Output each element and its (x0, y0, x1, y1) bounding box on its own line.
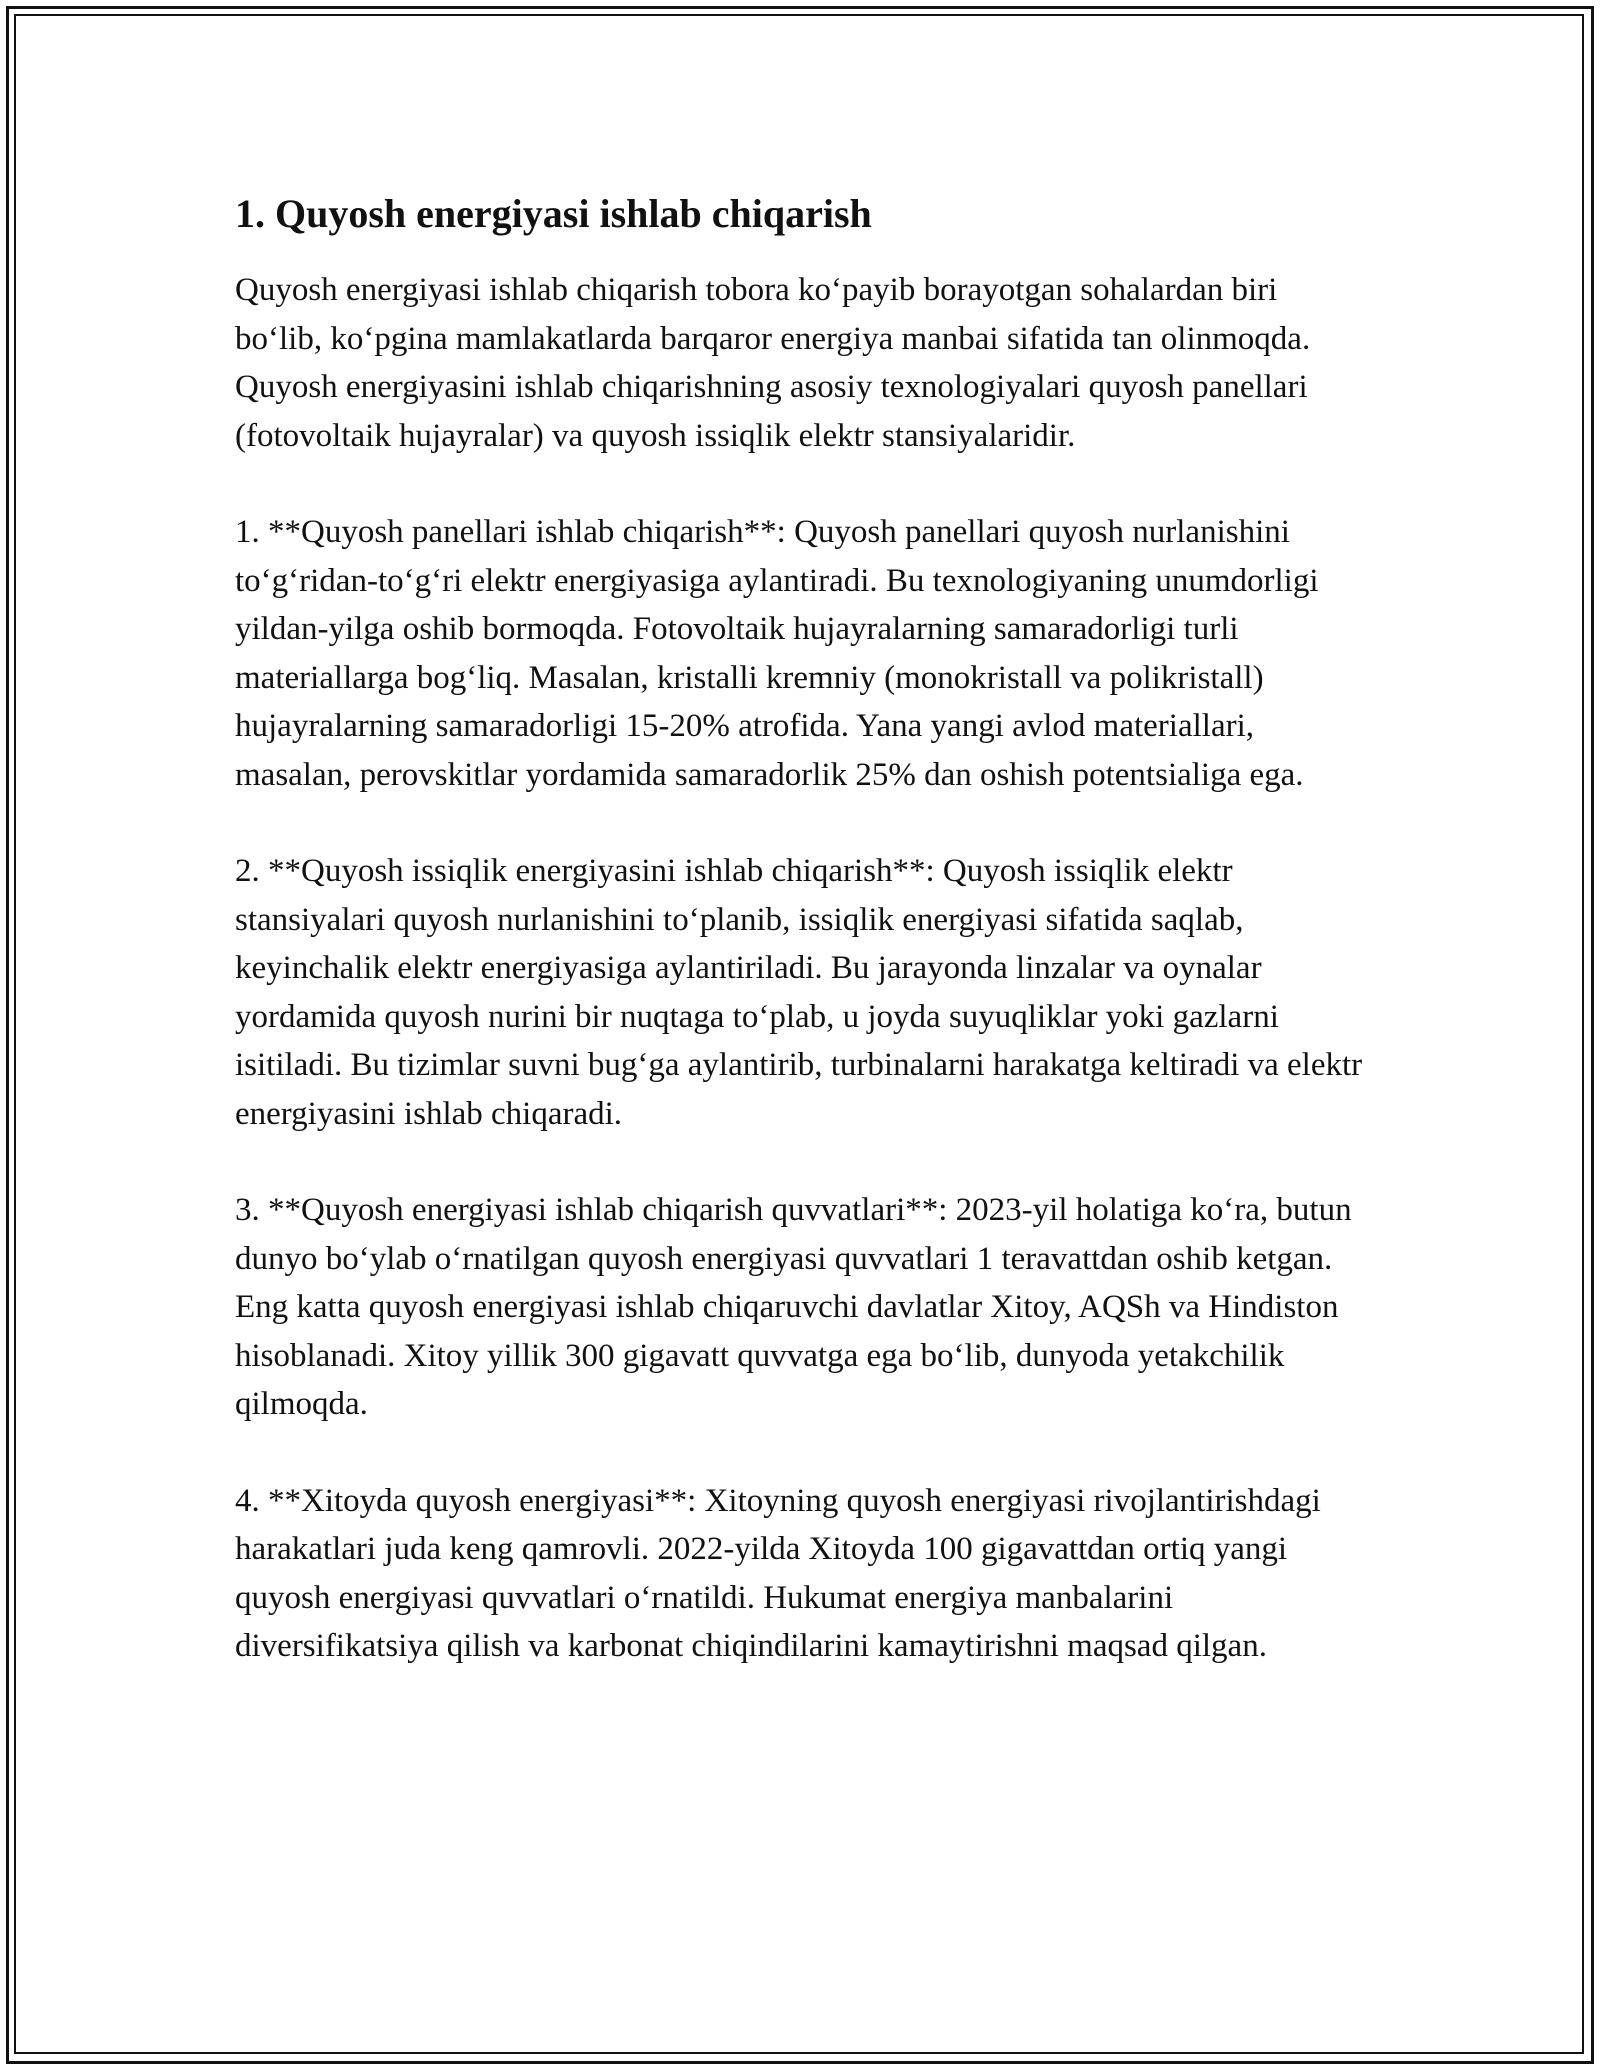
paragraph-solar-thermal: 2. **Quyosh issiqlik energiyasini ishlab chiqarish**: Quyosh issiqlik elektr stansiyalari quyosh nurlanishini toʻplanib, issiqlik energiyasi sifatida saqlab, keyinchalik elektr energiyasiga aylantiriladi. Bu jarayonda linzalar va oynalar yordamida quyosh nurini bir nuqtaga toʻplab, u joyda suyuqliklar yoki gazlarni isitiladi. Bu tizimlar suvni bugʻga aylantirib, turbinalarni harakatga keltiradi va elektr energiyasini ishlab chiqaradi. (235, 853, 1363, 1132)
document-title: 1. Quyosh energiyasi ishlab chiqarish (235, 191, 872, 236)
document-body (235, 188, 1370, 1719)
paragraph-solar-panels: 1. **Quyosh panellari ishlab chiqarish**: Quyosh panellari quyosh nurlanishini toʻgʻridan-toʻgʻri elektr energiyasiga aylantiradi. Bu texnologiyaning unumdorligi yildan-yilga oshib bormoqda. Fotovoltaik hujayralarning samaradorligi turli materiallarga bogʻliq. Masalan, kristalli kremniy (monokristall va polikristall) hujayralarning samaradorligi 15-20% atrofida. Yana yangi avlod materiallari, masalan, perovskitlar yordamida samaradorlik 25% dan oshish potentsialiga ega. (235, 514, 1319, 793)
paragraph-solar-capacity: 3. **Quyosh energiyasi ishlab chiqarish quvvatlari**: 2023-yil holatiga koʻra, butun dunyo boʻylab oʻrnatilgan quyosh energiyasi quvvatlari 1 teravattdan oshib ketgan. Eng katta quyosh energiyasi ishlab chiqaruvchi davlatlar Xitoy, AQSh va Hindiston hisoblanadi. Xitoy yillik 300 gigavatt quvvatga ega boʻlib, dunyoda yetakchilik qilmoqda. (235, 1192, 1352, 1422)
intro-paragraph: Quyosh energiyasi ishlab chiqarish tobora koʻpayib borayotgan sohalardan biri boʻlib, koʻpgina mamlakatlarda barqaror energiya manbai sifatida tan olinmoqda. Quyosh energiyasini ishlab chiqarishning asosiy texnologiyalari quyosh panellari (fotovoltaik hujayralar) va quyosh issiqlik elektr stansiyalaridir. (235, 272, 1311, 454)
paragraph-china-solar: 4. **Xitoyda quyosh energiyasi**: Xitoyning quyosh energiyasi rivojlantirishdagi harakatlari juda keng qamrovli. 2022-yilda Xitoyda 100 gigavattdan ortiq yangi quyosh energiyasi quvvatlari oʻrnatildi. Hukumat energiya manbalarini diversifikatsiya qilish va karbonat chiqindilarini kamaytirishni maqsad qilgan. (235, 1482, 1321, 1664)
